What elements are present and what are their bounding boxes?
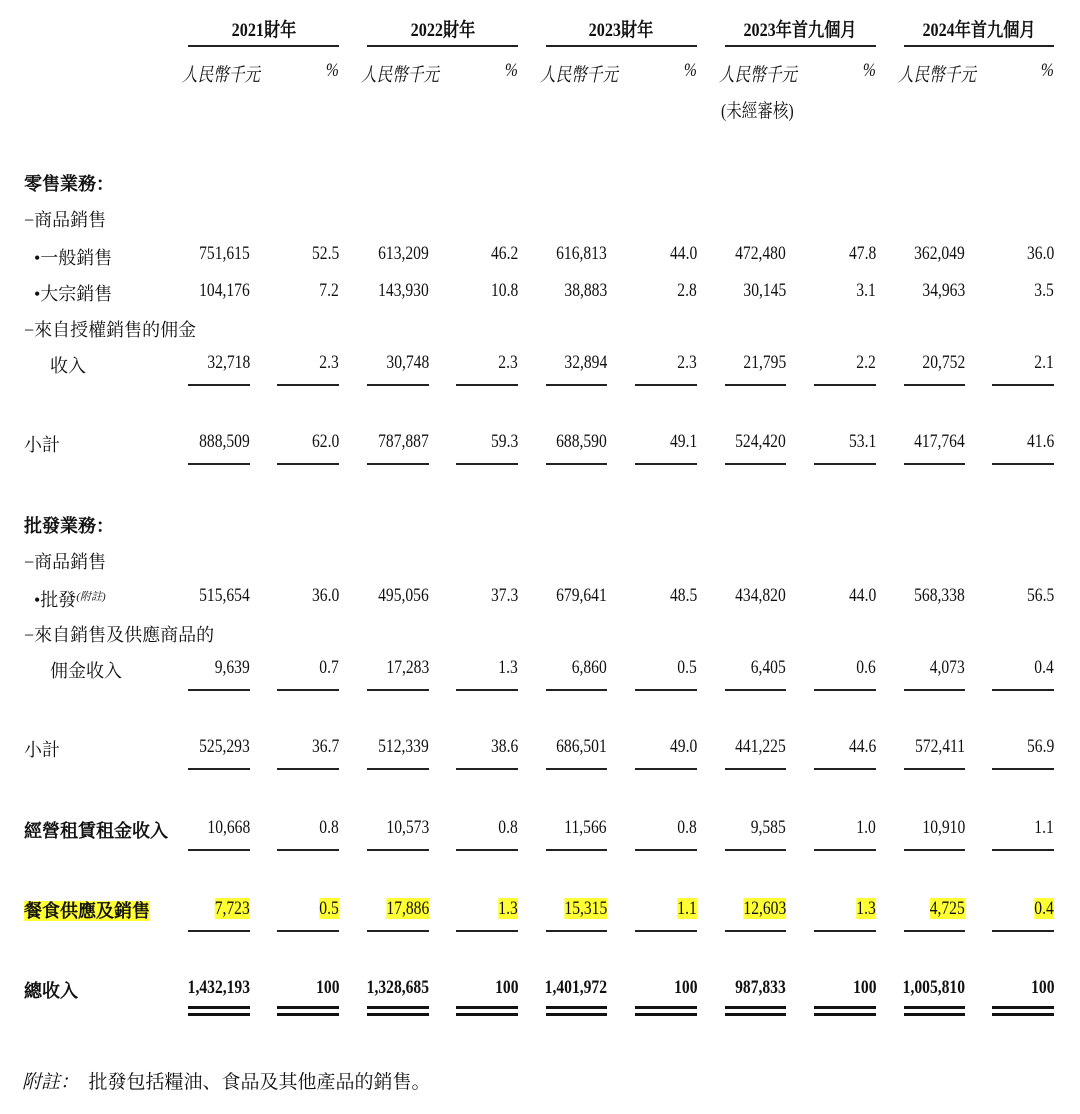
percent-cell bbox=[1035, 898, 1054, 920]
header-rule bbox=[546, 45, 697, 47]
percent-cell: 2.3 bbox=[677, 352, 697, 373]
amount-cell: 32,718 bbox=[207, 352, 250, 373]
total-double-rule bbox=[904, 1006, 965, 1009]
amount-cell: 686,501 bbox=[556, 736, 607, 757]
amount-underline bbox=[188, 849, 250, 851]
total-double-rule bbox=[725, 1006, 786, 1009]
amount-underline bbox=[367, 689, 429, 691]
amount-underline bbox=[546, 768, 607, 770]
percent-cell: 3.5 bbox=[1034, 280, 1054, 301]
amount-cell: 1,005,810 bbox=[902, 977, 965, 998]
total-double-rule bbox=[456, 1013, 518, 1016]
highlighted-value: 15,315 bbox=[564, 898, 607, 919]
catering-label bbox=[24, 897, 150, 923]
percent-cell: 100 bbox=[1030, 977, 1054, 998]
amount-cell: 11,566 bbox=[564, 817, 607, 838]
amount-cell: 21,795 bbox=[743, 352, 786, 373]
percent-underline bbox=[992, 384, 1054, 386]
total-double-rule bbox=[546, 1013, 607, 1016]
amount-underline bbox=[546, 384, 607, 386]
amount-cell: 512,339 bbox=[378, 736, 429, 757]
amount-cell: 472,480 bbox=[735, 243, 786, 264]
column-period-header: 2021財年 bbox=[231, 20, 297, 41]
amount-cell: 17,283 bbox=[386, 657, 429, 678]
amount-cell: 495,056 bbox=[378, 585, 429, 606]
row-label: −來自銷售及供應商品的 bbox=[24, 625, 215, 645]
percent-cell: 0.8 bbox=[677, 817, 697, 838]
percent-cell: 2.3 bbox=[498, 352, 518, 373]
amount-underline bbox=[546, 930, 607, 932]
column-period-header: 2023年首九個月 bbox=[743, 20, 857, 41]
amount-cell: 1,401,972 bbox=[544, 977, 607, 998]
amount-underline bbox=[725, 689, 786, 691]
unit-percent-label: % bbox=[1041, 60, 1054, 81]
percent-underline bbox=[277, 463, 339, 465]
row-label bbox=[34, 586, 106, 612]
amount-cell: 10,668 bbox=[207, 817, 250, 838]
percent-underline bbox=[456, 930, 518, 932]
amount-cell: 6,405 bbox=[750, 657, 786, 678]
percent-cell: 56.9 bbox=[1026, 736, 1054, 757]
percent-cell: 56.5 bbox=[1026, 585, 1054, 606]
highlighted-value: 1.3 bbox=[498, 898, 518, 919]
amount-cell: 34,963 bbox=[922, 280, 965, 301]
amount-cell: 568,338 bbox=[914, 585, 965, 606]
row-label: 佣金收入 bbox=[50, 661, 122, 681]
percent-cell: 100 bbox=[315, 977, 339, 998]
column-period-header: 2022財年 bbox=[410, 20, 476, 41]
percent-cell: 52.5 bbox=[311, 243, 339, 264]
amount-underline bbox=[188, 930, 250, 932]
percent-cell: 44.0 bbox=[848, 585, 876, 606]
percent-underline bbox=[635, 384, 697, 386]
percent-cell: 1.0 bbox=[856, 817, 876, 838]
amount-cell bbox=[743, 898, 786, 920]
percent-underline bbox=[635, 689, 697, 691]
highlighted-value: 0.4 bbox=[1034, 898, 1054, 919]
amount-cell: 362,049 bbox=[914, 243, 965, 264]
row-label: −來自授權銷售的佣金 bbox=[24, 320, 197, 340]
highlighted-value: 17,886 bbox=[386, 898, 429, 919]
percent-cell: 0.4 bbox=[1034, 657, 1054, 678]
unit-percent-label: % bbox=[684, 60, 697, 81]
header-rule bbox=[367, 45, 518, 47]
unit-amount-label: 人民幣千元 bbox=[719, 65, 797, 86]
header-rule bbox=[725, 45, 876, 47]
amount-underline bbox=[904, 849, 965, 851]
total-double-rule bbox=[277, 1006, 339, 1009]
percent-cell: 0.7 bbox=[319, 657, 339, 678]
total-double-rule bbox=[188, 1006, 250, 1009]
amount-cell: 688,590 bbox=[556, 431, 607, 452]
unit-amount-label: 人民幣千元 bbox=[182, 65, 260, 86]
percent-underline bbox=[456, 463, 518, 465]
amount-cell: 888,509 bbox=[199, 431, 250, 452]
percent-cell: 38.6 bbox=[490, 736, 518, 757]
lease-label: 經營租賃租金收入 bbox=[24, 821, 168, 841]
amount-underline bbox=[188, 463, 250, 465]
highlighted-value: 7,723 bbox=[214, 898, 250, 919]
total-double-rule bbox=[725, 1013, 786, 1016]
amount-underline bbox=[188, 384, 250, 386]
amount-underline bbox=[188, 768, 250, 770]
percent-cell: 100 bbox=[494, 977, 518, 998]
percent-cell: 0.6 bbox=[856, 657, 876, 678]
percent-cell: 49.1 bbox=[669, 431, 697, 452]
unit-percent-label: % bbox=[863, 60, 876, 81]
unaudited-note: (未經審核) bbox=[721, 101, 794, 122]
subtotal-label: 小計 bbox=[24, 435, 60, 455]
percent-underline bbox=[635, 849, 697, 851]
percent-underline bbox=[456, 384, 518, 386]
percent-underline bbox=[814, 463, 876, 465]
amount-cell: 987,833 bbox=[735, 977, 786, 998]
subtotal-label: 小計 bbox=[24, 740, 60, 760]
percent-cell bbox=[499, 898, 518, 920]
amount-cell: 30,145 bbox=[743, 280, 786, 301]
amount-cell bbox=[564, 898, 607, 920]
total-double-rule bbox=[367, 1013, 429, 1016]
amount-cell: 4,073 bbox=[929, 657, 965, 678]
row-label: •大宗銷售 bbox=[34, 284, 113, 304]
percent-underline bbox=[992, 930, 1054, 932]
amount-cell: 515,654 bbox=[199, 585, 250, 606]
amount-underline bbox=[367, 384, 429, 386]
amount-cell: 32,894 bbox=[564, 352, 607, 373]
percent-cell: 2.1 bbox=[1034, 352, 1054, 373]
percent-underline bbox=[635, 768, 697, 770]
total-double-rule bbox=[814, 1013, 876, 1016]
percent-cell: 36.0 bbox=[311, 585, 339, 606]
unit-amount-label: 人民幣千元 bbox=[361, 65, 439, 86]
percent-underline bbox=[814, 384, 876, 386]
amount-cell: 751,615 bbox=[199, 243, 250, 264]
percent-cell: 62.0 bbox=[311, 431, 339, 452]
footnote-text: 批發包括糧油、食品及其他產品的銷售。 bbox=[88, 1072, 431, 1093]
highlighted-value: 0.5 bbox=[319, 898, 339, 919]
percent-cell bbox=[678, 898, 697, 920]
percent-cell: 47.8 bbox=[848, 243, 876, 264]
unit-amount-label: 人民幣千元 bbox=[540, 65, 618, 86]
amount-underline bbox=[367, 930, 429, 932]
amount-cell: 417,764 bbox=[914, 431, 965, 452]
total-double-rule bbox=[188, 1013, 250, 1016]
amount-cell: 525,293 bbox=[199, 736, 250, 757]
percent-underline bbox=[992, 849, 1054, 851]
column-period-header: 2023財年 bbox=[588, 20, 654, 41]
amount-cell bbox=[930, 898, 965, 920]
amount-cell: 9,585 bbox=[750, 817, 786, 838]
amount-cell: 1,328,685 bbox=[366, 977, 429, 998]
header-rule bbox=[904, 45, 1054, 47]
percent-underline bbox=[635, 930, 697, 932]
percent-cell: 48.5 bbox=[669, 585, 697, 606]
amount-underline bbox=[725, 463, 786, 465]
amount-cell: 38,883 bbox=[564, 280, 607, 301]
amount-underline bbox=[904, 384, 965, 386]
percent-cell: 1.1 bbox=[1034, 817, 1054, 838]
percent-underline bbox=[635, 463, 697, 465]
highlighted-value: 12,603 bbox=[743, 898, 786, 919]
amount-cell: 616,813 bbox=[556, 243, 607, 264]
amount-cell: 572,411 bbox=[914, 736, 965, 757]
header-rule bbox=[188, 45, 339, 47]
highlighted-value: 1.3 bbox=[856, 898, 876, 919]
amount-cell bbox=[386, 898, 429, 920]
percent-underline bbox=[277, 384, 339, 386]
percent-underline bbox=[456, 849, 518, 851]
percent-cell: 36.7 bbox=[311, 736, 339, 757]
amount-cell: 524,420 bbox=[735, 431, 786, 452]
highlighted-value: 1.1 bbox=[677, 898, 697, 919]
percent-cell: 37.3 bbox=[490, 585, 518, 606]
percent-cell: 2.2 bbox=[856, 352, 876, 373]
unit-amount-label: 人民幣千元 bbox=[898, 65, 976, 86]
amount-cell: 679,641 bbox=[556, 585, 607, 606]
unit-percent-label: % bbox=[326, 60, 339, 81]
total-double-rule bbox=[992, 1013, 1054, 1016]
amount-cell: 434,820 bbox=[735, 585, 786, 606]
percent-underline bbox=[456, 768, 518, 770]
total-double-rule bbox=[277, 1013, 339, 1016]
amount-underline bbox=[725, 849, 786, 851]
percent-cell: 41.6 bbox=[1026, 431, 1054, 452]
amount-underline bbox=[367, 849, 429, 851]
amount-cell: 1,432,193 bbox=[187, 977, 250, 998]
percent-cell: 3.1 bbox=[856, 280, 876, 301]
percent-cell: 49.0 bbox=[669, 736, 697, 757]
percent-cell: 59.3 bbox=[490, 431, 518, 452]
amount-underline bbox=[904, 463, 965, 465]
percent-cell: 53.1 bbox=[848, 431, 876, 452]
amount-underline bbox=[367, 463, 429, 465]
total-label: 總收入 bbox=[24, 981, 78, 1001]
amount-cell: 787,887 bbox=[378, 431, 429, 452]
row-label: −商品銷售 bbox=[24, 210, 107, 230]
total-double-rule bbox=[367, 1006, 429, 1009]
percent-underline bbox=[277, 930, 339, 932]
percent-underline bbox=[992, 463, 1054, 465]
percent-cell: 10.8 bbox=[490, 280, 518, 301]
unit-percent-label: % bbox=[505, 60, 518, 81]
amount-underline bbox=[725, 768, 786, 770]
percent-cell: 44.0 bbox=[669, 243, 697, 264]
total-double-rule bbox=[635, 1013, 697, 1016]
row-label-text: •批發 bbox=[34, 590, 77, 610]
total-double-rule bbox=[814, 1006, 876, 1009]
percent-underline bbox=[992, 768, 1054, 770]
amount-underline bbox=[725, 930, 786, 932]
percent-underline bbox=[814, 768, 876, 770]
highlighted-value: 4,725 bbox=[929, 898, 965, 919]
percent-cell: 36.0 bbox=[1026, 243, 1054, 264]
total-double-rule bbox=[546, 1006, 607, 1009]
amount-cell: 30,748 bbox=[386, 352, 429, 373]
amount-cell: 143,930 bbox=[378, 280, 429, 301]
footnote bbox=[22, 1067, 431, 1094]
amount-cell: 104,176 bbox=[199, 280, 250, 301]
amount-underline bbox=[904, 768, 965, 770]
section-title-retail: 零售業務： bbox=[24, 174, 114, 194]
row-label: −商品銷售 bbox=[24, 552, 107, 572]
amount-underline bbox=[904, 689, 965, 691]
amount-underline bbox=[725, 384, 786, 386]
percent-underline bbox=[277, 689, 339, 691]
percent-underline bbox=[277, 849, 339, 851]
amount-underline bbox=[904, 930, 965, 932]
percent-underline bbox=[814, 689, 876, 691]
percent-underline bbox=[277, 768, 339, 770]
amount-cell: 10,573 bbox=[386, 817, 429, 838]
amount-cell: 20,752 bbox=[922, 352, 965, 373]
amount-cell: 9,639 bbox=[214, 657, 250, 678]
total-double-rule bbox=[635, 1006, 697, 1009]
footnote-ref: (附註) bbox=[76, 591, 106, 603]
total-double-rule bbox=[904, 1013, 965, 1016]
percent-cell: 100 bbox=[673, 977, 697, 998]
percent-cell: 7.2 bbox=[319, 280, 339, 301]
row-label: 收入 bbox=[50, 356, 86, 376]
percent-cell: 1.3 bbox=[498, 657, 518, 678]
section-title-wholesale: 批發業務： bbox=[24, 516, 114, 536]
percent-underline bbox=[814, 849, 876, 851]
amount-underline bbox=[546, 463, 607, 465]
percent-underline bbox=[992, 689, 1054, 691]
amount-underline bbox=[367, 768, 429, 770]
row-label: •一般銷售 bbox=[34, 248, 113, 268]
percent-cell: 46.2 bbox=[490, 243, 518, 264]
percent-underline bbox=[814, 930, 876, 932]
percent-cell: 2.3 bbox=[319, 352, 339, 373]
amount-cell: 613,209 bbox=[378, 243, 429, 264]
column-period-header: 2024年首九個月 bbox=[922, 20, 1036, 41]
total-double-rule bbox=[456, 1006, 518, 1009]
amount-cell bbox=[215, 898, 250, 920]
footnote-prefix: 附註： bbox=[22, 1072, 80, 1093]
percent-cell: 0.8 bbox=[498, 817, 518, 838]
amount-underline bbox=[546, 689, 607, 691]
percent-cell: 0.5 bbox=[677, 657, 697, 678]
amount-underline bbox=[188, 689, 250, 691]
catering-label-text: 餐食供應及銷售 bbox=[24, 901, 150, 921]
percent-cell: 44.6 bbox=[848, 736, 876, 757]
percent-cell bbox=[320, 898, 339, 920]
total-double-rule bbox=[992, 1006, 1054, 1009]
percent-cell: 2.8 bbox=[677, 280, 697, 301]
percent-cell bbox=[857, 898, 876, 920]
amount-cell: 441,225 bbox=[735, 736, 786, 757]
amount-cell: 10,910 bbox=[922, 817, 965, 838]
amount-underline bbox=[546, 849, 607, 851]
percent-underline bbox=[456, 689, 518, 691]
percent-cell: 0.8 bbox=[319, 817, 339, 838]
percent-cell: 100 bbox=[852, 977, 876, 998]
amount-cell: 6,860 bbox=[571, 657, 607, 678]
